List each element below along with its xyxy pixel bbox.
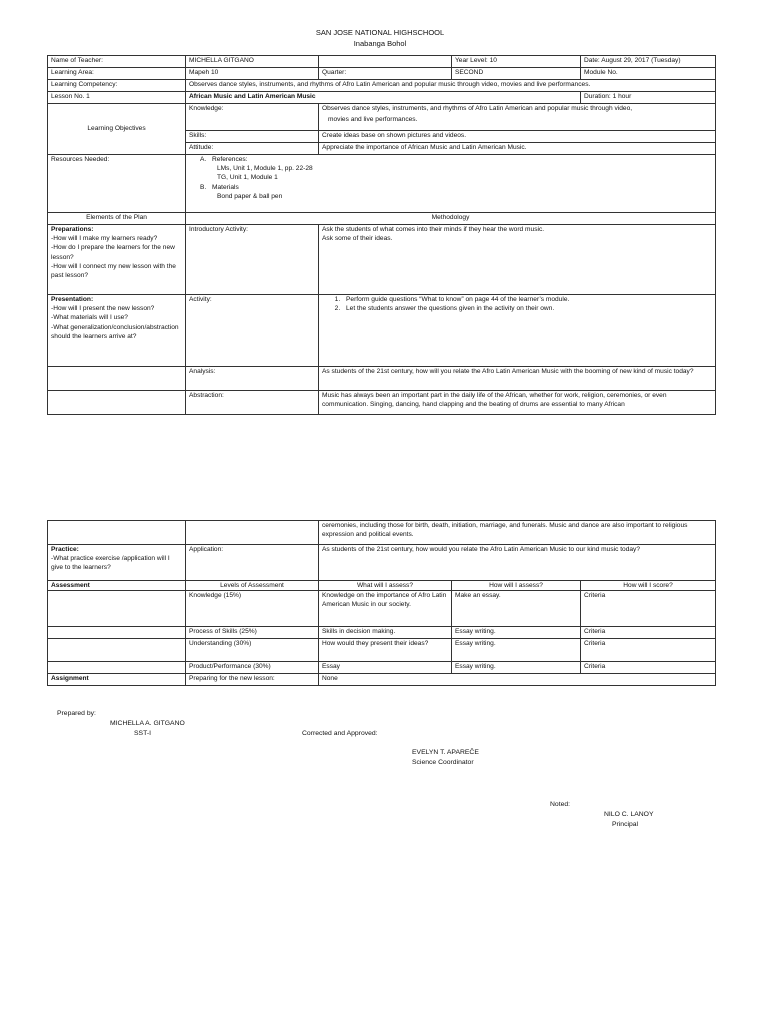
how-cell: Essay writing. bbox=[452, 627, 581, 639]
preparations-cell bbox=[48, 225, 186, 295]
table-row bbox=[48, 662, 716, 674]
assignment-label: Assignment bbox=[48, 674, 186, 686]
empty-cell bbox=[48, 662, 186, 674]
how-cell: Make an essay. bbox=[452, 591, 581, 627]
quarter-label: Quarter: bbox=[319, 68, 452, 80]
application-text: As students of the 21st century, how would you relate the Afro Latin American Music to our kind music today? bbox=[319, 545, 716, 581]
empty-cell bbox=[48, 591, 186, 627]
lesson-plan-table bbox=[47, 55, 716, 415]
how-cell: Essay writing. bbox=[452, 639, 581, 662]
principal-title: Principal bbox=[612, 821, 639, 828]
prep-new-label: Preparing for the new lesson: bbox=[186, 674, 319, 686]
abstraction-label: Abstraction: bbox=[186, 391, 319, 415]
empty-cell bbox=[319, 56, 452, 68]
analysis-label: Analysis: bbox=[186, 367, 319, 391]
analysis-text: As students of the 21st century, how will you relate the Afro Latin American Music with the booming of new kind of music today? bbox=[319, 367, 716, 391]
materials-label: Materials bbox=[212, 183, 239, 191]
intro-line-1: Ask the students of what comes into their minds if they hear the word music. bbox=[322, 226, 545, 233]
table-row bbox=[48, 639, 716, 662]
empty-cell bbox=[48, 639, 186, 662]
module-no: Module No. bbox=[581, 68, 716, 80]
prep-question-2: -How do I prepare the learners for the new lesson? bbox=[51, 244, 175, 261]
presentation-title: Presentation: bbox=[51, 296, 94, 303]
empty-cell bbox=[48, 521, 186, 545]
reference-2: TG, Unit 1, Module 1 bbox=[217, 174, 278, 182]
score-cell: Criteria bbox=[581, 662, 716, 674]
what-cell: Essay bbox=[319, 662, 452, 674]
resources-label: Resources Needed: bbox=[48, 155, 186, 213]
practice-cell bbox=[48, 545, 186, 581]
practice-question: -What practice exercise /application will I give to the learners? bbox=[51, 555, 170, 572]
year-level: Year Level: 10 bbox=[452, 56, 581, 68]
intro-activity bbox=[319, 225, 716, 295]
knowledge-objective bbox=[319, 104, 716, 131]
knowledge-line1: Observes dance styles, instruments, and rhythms of Afro Latin American and popular music through video, bbox=[322, 105, 633, 112]
reference-1: LMs, Unit 1, Module 1, pp. 22-28 bbox=[217, 165, 313, 173]
prep-question-1: -How will I make my learners ready? bbox=[51, 235, 158, 243]
level-cell: Process of Skills (25%) bbox=[186, 627, 319, 639]
preparer-title: SST-I bbox=[134, 730, 151, 737]
preparer-name: MICHELLA A. GITGANO bbox=[110, 720, 185, 727]
level-cell: Knowledge (15%) bbox=[186, 591, 319, 627]
methodology-header: Methodology bbox=[186, 213, 716, 225]
pres-question-2: -What materials will I use? bbox=[51, 314, 128, 322]
teacher-name: MICHELLA GITGANO bbox=[186, 56, 319, 68]
pres-question-3: -What generalization/conclusion/abstraction should the learners arrive at? bbox=[51, 323, 179, 340]
level-cell: Product/Performance (30%) bbox=[186, 662, 319, 674]
practice-title: Practice: bbox=[51, 546, 79, 553]
material-1: Bond paper & ball pen bbox=[217, 192, 283, 200]
application-label: Application: bbox=[186, 545, 319, 581]
attitude-objective: Appreciate the importance of African Music and Latin American Music. bbox=[319, 143, 716, 155]
objectives-label: Learning Objectives bbox=[48, 104, 186, 155]
abstraction-text: Music has always been an important part in the daily life of the African, whether for work, religion, ceremonies, or even communication. Singing, dancing, hand clapping and the beating of drums are essential to many African bbox=[319, 391, 716, 415]
skills-objective: Create ideas base on shown pictures and videos. bbox=[319, 131, 716, 143]
learning-area: Mapeh 10 bbox=[186, 68, 319, 80]
activity-list bbox=[319, 295, 716, 367]
level-cell: Understanding (30%) bbox=[186, 639, 319, 662]
score-cell: Criteria bbox=[581, 627, 716, 639]
score-cell: Criteria bbox=[581, 591, 716, 627]
knowledge-label: Knowledge: bbox=[186, 104, 319, 131]
lesson-label: Lesson No. 1 bbox=[48, 92, 186, 104]
prepared-by-label: Prepared by: bbox=[57, 710, 96, 717]
pres-question-1: -How will I present the new lesson? bbox=[51, 305, 155, 313]
abstraction-continued: ceremonies, including those for birth, death, initiation, marriage, and funerals. Music and dance are also important to religious expression and political events. bbox=[319, 521, 716, 545]
what-cell: Skills in decision making. bbox=[319, 627, 452, 639]
resources-list bbox=[186, 155, 716, 213]
knowledge-line2: movies and live performances. bbox=[328, 116, 418, 124]
col-levels: Levels of Assessment bbox=[186, 581, 319, 591]
col-score: How will I score? bbox=[581, 581, 716, 591]
letter-a: A. bbox=[200, 156, 207, 163]
preparations-title: Preparations: bbox=[51, 226, 94, 233]
attitude-label: Attitude: bbox=[186, 143, 319, 155]
presentation-cell bbox=[48, 295, 186, 367]
competency-label: Learning Competency: bbox=[48, 80, 186, 92]
assessment-label: Assessment bbox=[48, 581, 186, 591]
intro-label: Introductory Activity: bbox=[186, 225, 319, 295]
lesson-title: African Music and Latin American Music bbox=[186, 92, 581, 104]
coordinator-name: EVELYN T. APAREČE bbox=[412, 749, 479, 756]
col-what: What will I assess? bbox=[319, 581, 452, 591]
school-location: Inabanga Bohol bbox=[353, 39, 407, 48]
principal-name: NILO C. LANOY bbox=[604, 811, 654, 818]
table-row bbox=[48, 591, 716, 627]
skills-label: Skills: bbox=[186, 131, 319, 143]
duration: Duration: 1 hour bbox=[581, 92, 716, 104]
coordinator-title: Science Coordinator bbox=[412, 759, 474, 766]
table-row bbox=[48, 627, 716, 639]
corrected-approved-label: Corrected and Approved: bbox=[302, 730, 378, 737]
prep-new-value: None bbox=[319, 674, 716, 686]
empty-cell bbox=[48, 627, 186, 639]
col-how: How will I assess? bbox=[452, 581, 581, 591]
how-cell: Essay writing. bbox=[452, 662, 581, 674]
noted-label: Noted: bbox=[550, 801, 571, 808]
empty-cell bbox=[186, 521, 319, 545]
area-label: Learning Area: bbox=[48, 68, 186, 80]
school-name: SAN JOSE NATIONAL HIGHSCHOOL bbox=[315, 28, 445, 37]
activity-item-2: 2. Let the students answer the questions given in the activity on their own. bbox=[342, 304, 712, 313]
score-cell: Criteria bbox=[581, 639, 716, 662]
teacher-label: Name of Teacher: bbox=[48, 56, 186, 68]
empty-cell bbox=[48, 391, 186, 415]
activity-label: Activity: bbox=[186, 295, 319, 367]
what-cell: Knowledge on the importance of Afro Latin American Music in our society. bbox=[319, 591, 452, 627]
quarter-value: SECOND bbox=[452, 68, 581, 80]
assessment-table bbox=[47, 520, 716, 686]
empty-cell bbox=[48, 367, 186, 391]
references-label: References: bbox=[212, 156, 248, 163]
letter-b: B. bbox=[200, 183, 207, 191]
prep-question-3: -How will I connect my new lesson with the past lesson? bbox=[51, 262, 176, 280]
elements-header: Elements of the Plan bbox=[48, 213, 186, 225]
intro-line-2: Ask some of their ideas. bbox=[322, 235, 393, 243]
activity-item-1: 1. Perform guide questions “What to know” on page 44 of the learner’s module. bbox=[342, 295, 712, 304]
lesson-date: Date: August 29, 2017 (Tuesday) bbox=[581, 56, 716, 68]
competency-text: Observes dance styles, instruments, and rhythms of Afro Latin American and popular music through video, movies and live performances. bbox=[186, 80, 716, 92]
what-cell: How would they present their ideas? bbox=[319, 639, 452, 662]
